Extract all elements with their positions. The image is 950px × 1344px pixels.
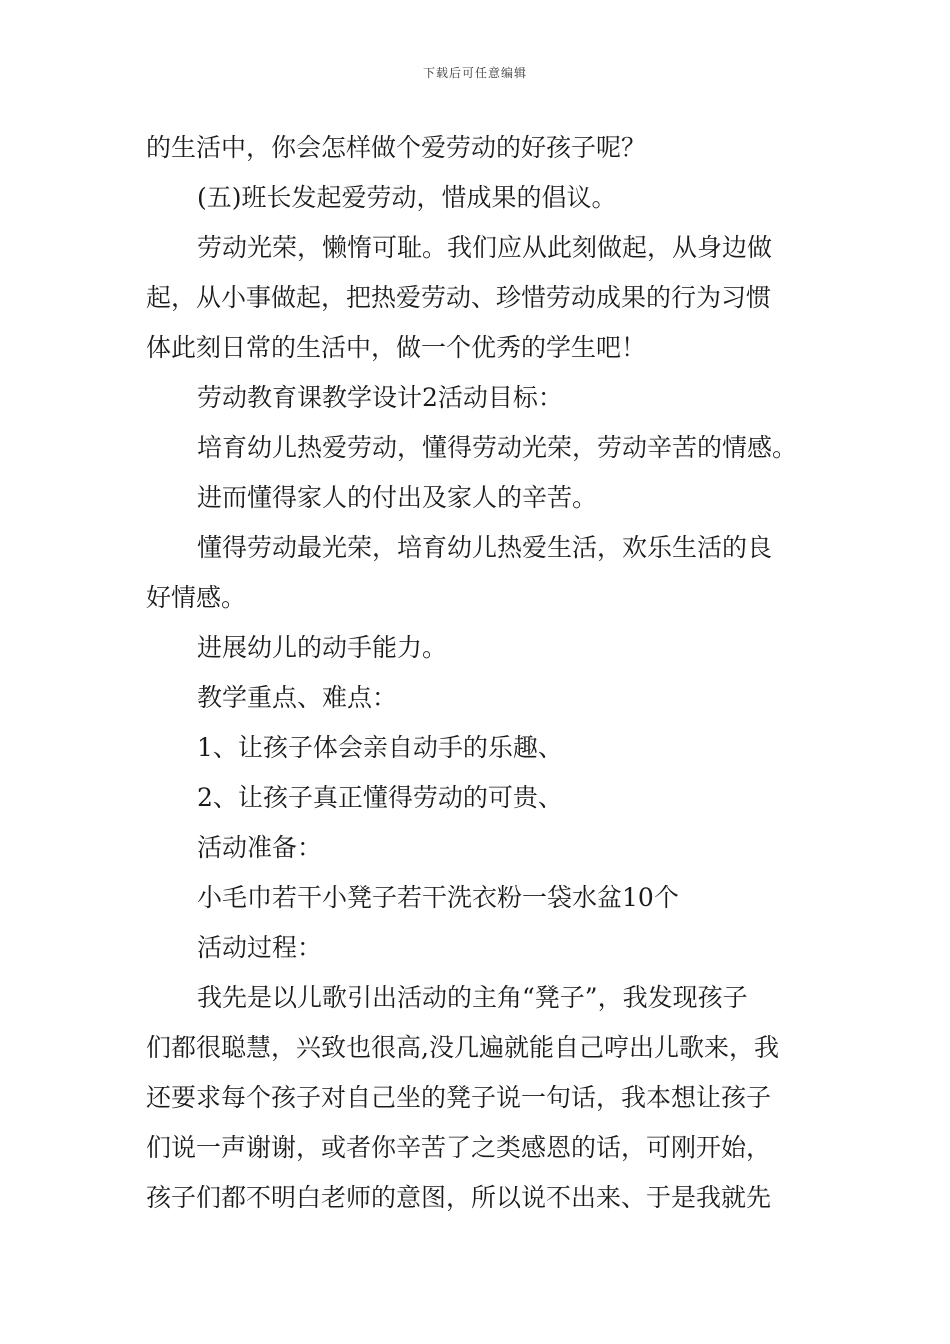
- body-line: 体此刻日常的生活中，做一个优秀的学生吧！: [146, 333, 647, 362]
- body-line: 们说一声谢谢，或者你辛苦了之类感恩的话，可刚开始，: [146, 1133, 772, 1162]
- document-body: [146, 123, 806, 1223]
- body-line: 的生活中，你会怎样做个爱劳动的好孩子呢？: [146, 133, 647, 162]
- list-item: 1、让孩子体会亲自动手的乐趣、: [197, 733, 563, 762]
- body-line: 进而懂得家人的付出及家人的辛苦。: [197, 483, 598, 512]
- body-line: 好情感。: [146, 583, 247, 612]
- section-heading: 活动过程：: [197, 933, 323, 962]
- body-line: 懂得劳动最光荣，培育幼儿热爱生活，欢乐生活的良: [197, 533, 773, 562]
- body-line: 孩子们都不明白老师的意图，所以说不出来、于是我就先: [146, 1183, 772, 1212]
- section-heading: 活动准备：: [197, 833, 323, 862]
- body-line: 还要求每个孩子对自己坐的凳子说一句话，我本想让孩子: [146, 1083, 772, 1112]
- body-line: 进展幼儿的动手能力。: [197, 633, 448, 662]
- body-line: 们都很聪慧，兴致也很高,没几遍就能自己哼出儿歌来，我: [146, 1033, 779, 1062]
- section-heading: 教学重点、难点：: [197, 683, 398, 712]
- list-item: 2、让孩子真正懂得劳动的可贵、: [197, 783, 563, 812]
- section-title: 劳动教育课教学设计2活动目标：: [197, 383, 563, 412]
- body-line: 培育幼儿热爱劳动，懂得劳动光荣，劳动辛苦的情感。: [197, 433, 798, 462]
- body-line: 起，从小事做起，把热爱劳动、珍惜劳动成果的行为习惯: [146, 283, 772, 312]
- body-line: 劳动光荣，懒惰可耻。我们应从此刻做起，从身边做: [197, 233, 773, 262]
- body-line: (五)班长发起爱劳动，惜成果的倡议。: [197, 183, 617, 212]
- body-line: 我先是以儿歌引出活动的主角“凳子”，我发现孩子: [197, 983, 748, 1012]
- page-header: 下载后可任意编辑: [422, 66, 527, 80]
- body-line: 小毛巾若干小凳子若干洗衣粉一袋水盆10个: [197, 883, 679, 912]
